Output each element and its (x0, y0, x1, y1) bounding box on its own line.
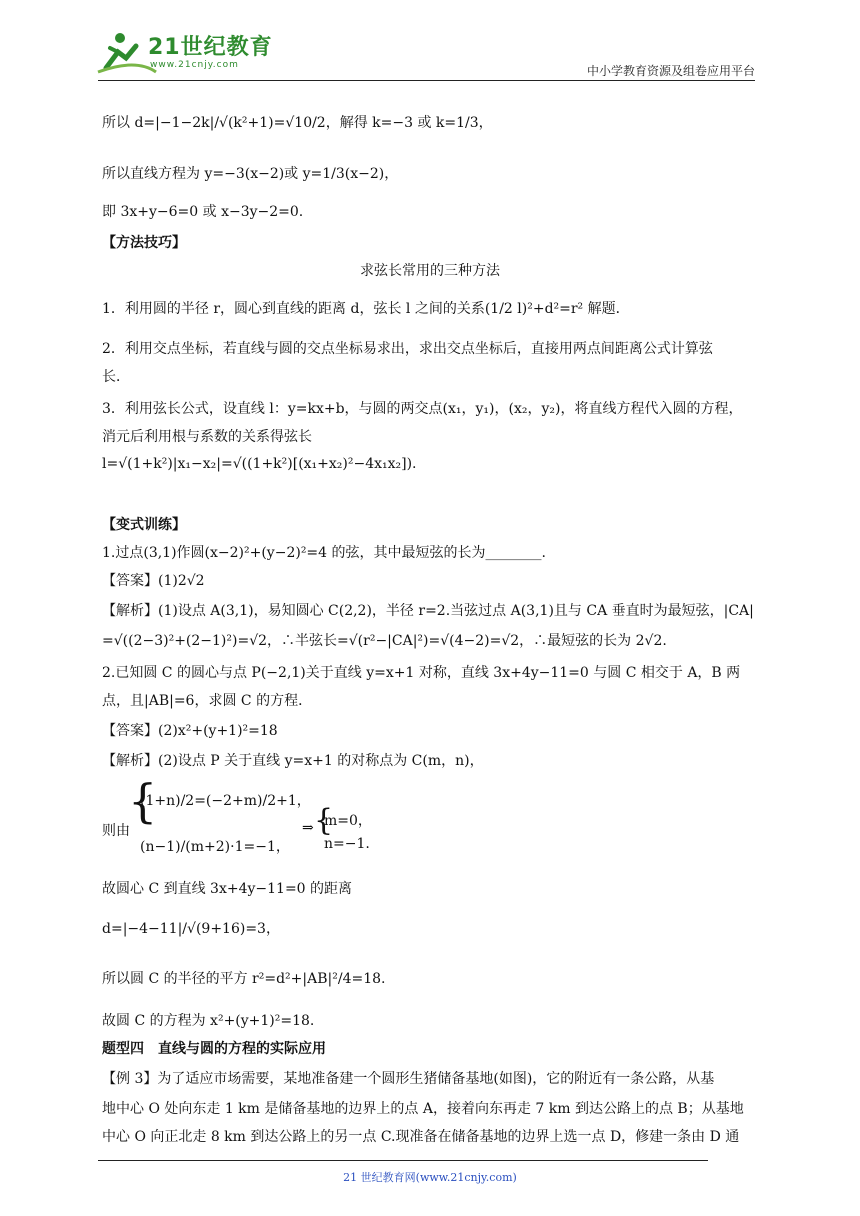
left-brace: { (128, 774, 158, 828)
solution-1: 【解析】(1)设点 A(3,1)，易知圆心 C(2,2)，半径 r=2.当弦过点 A(3,1)且与 CA 垂直时为最短弦，|CA| (102, 603, 754, 619)
question-2: 2.已知圆 C 的圆心与点 P(−2,1)关于直线 y=x+1 对称，直线 3x+4y−11=0 与圆 C 相交于 A，B 两 (102, 665, 741, 681)
example-3-cont: 地中心 O 处向东走 1 km 是储备基地的边界上的点 A，接着向东再走 7 km 到达公路上的点 B；从基地 (102, 1101, 744, 1117)
text-line: 所以直线方程为 y=−3(x−2)或 y=1/3(x−2)， (102, 166, 399, 182)
text-line: 3．利用弦长公式，设直线 l：y=kx+b，与圆的两交点(x₁，y₁)，(x₂，y₂)，将直线方程代入圆的方程， (102, 401, 743, 417)
question-1: 1.过点(3,1)作圆(x−2)²+(y−2)²=4 的弦，其中最短弦的长为________. (102, 545, 546, 561)
system-prefix: 则由 (102, 823, 130, 839)
platform-name: 中小学教育资源及组卷应用平台 (586, 64, 755, 78)
result-brace: { (314, 803, 334, 838)
training-heading: 【变式训练】 (102, 517, 186, 533)
text-line: 2．利用交点坐标，若直线与圆的交点坐标易求出，求出交点坐标后，直接用两点间距离公式计算弦 (102, 341, 713, 357)
footer-divider (98, 1160, 708, 1161)
system-eq-2: (n−1)/(m+2)·1=−1， (140, 839, 290, 855)
result-m: m=0， (324, 813, 372, 829)
question-2-cont: 点，且|AB|=6，求圆 C 的方程． (102, 693, 313, 709)
logo-text: 21世纪教育 (148, 35, 273, 60)
text-line: 即 3x+y−6=0 或 x−3y−2=0. (102, 204, 304, 220)
result-n: n=−1. (324, 836, 370, 852)
text-line: 故圆 C 的方程为 x²+(y+1)²=18. (102, 1013, 315, 1029)
answer-2: 【答案】(2)x²+(y+1)²=18 (102, 723, 278, 739)
answer-1: 【答案】(1)2√2 (102, 573, 205, 589)
method-heading: 【方法技巧】 (102, 235, 186, 251)
topic-heading: 题型四 直线与圆的方程的实际应用 (102, 1041, 326, 1057)
solution-1-cont: =√((2−3)²+(2−1)²)=√2，∴半弦长=√(r²−|CA|²)=√(4−2)=√2，∴最短弦的长为 2√2. (102, 633, 667, 649)
solution-2: 【解析】(2)设点 P 关于直线 y=x+1 的对称点为 C(m，n)， (102, 753, 484, 769)
text-line: 消元后利用根与系数的关系得弦长 (102, 429, 312, 445)
formula-line: l=√(1+k²)|x₁−x₂|=√((1+k²)[(x₁+x₂)²−4x₁x₂]). (102, 456, 417, 472)
footer-link[interactable]: 21 世纪教育网(www.21cnjy.com) (343, 1171, 517, 1184)
method-title: 求弦长常用的三种方法 (360, 263, 500, 279)
text-line: 1．利用圆的半径 r，圆心到直线的距离 d，弦长 l 之间的关系(1/2 l)²+d²=r² 解题． (102, 301, 630, 317)
formula-line: d=|−4−11|/√(9+16)=3， (102, 921, 280, 937)
text-line: 所以 d=|−1−2k|/√(k²+1)=√10/2，解得 k=−3 或 k=1/3， (102, 115, 493, 131)
implies-arrow: ⇒ (302, 820, 314, 836)
example-3: 【例 3】为了适应市场需要，某地准备建一个圆形生猪储备基地(如图)，它的附近有一条公路，从基 (102, 1071, 715, 1087)
logo-url: www.21cnjy.com (150, 60, 239, 70)
header-divider (98, 80, 755, 81)
example-3-cont: 中心 O 向正北走 8 km 到达公路上的另一点 C.现准备在储备基地的边界上选一点 D，修建一条由 D 通 (102, 1129, 740, 1145)
text-line: 长． (102, 369, 130, 385)
text-line: 所以圆 C 的半径的平方 r²=d²+|AB|²/4=18. (102, 971, 386, 987)
text-line: 故圆心 C 到直线 3x+4y−11=0 的距离 (102, 881, 353, 897)
system-eq-1: (1+n)/2=(−2+m)/2+1， (140, 793, 311, 809)
